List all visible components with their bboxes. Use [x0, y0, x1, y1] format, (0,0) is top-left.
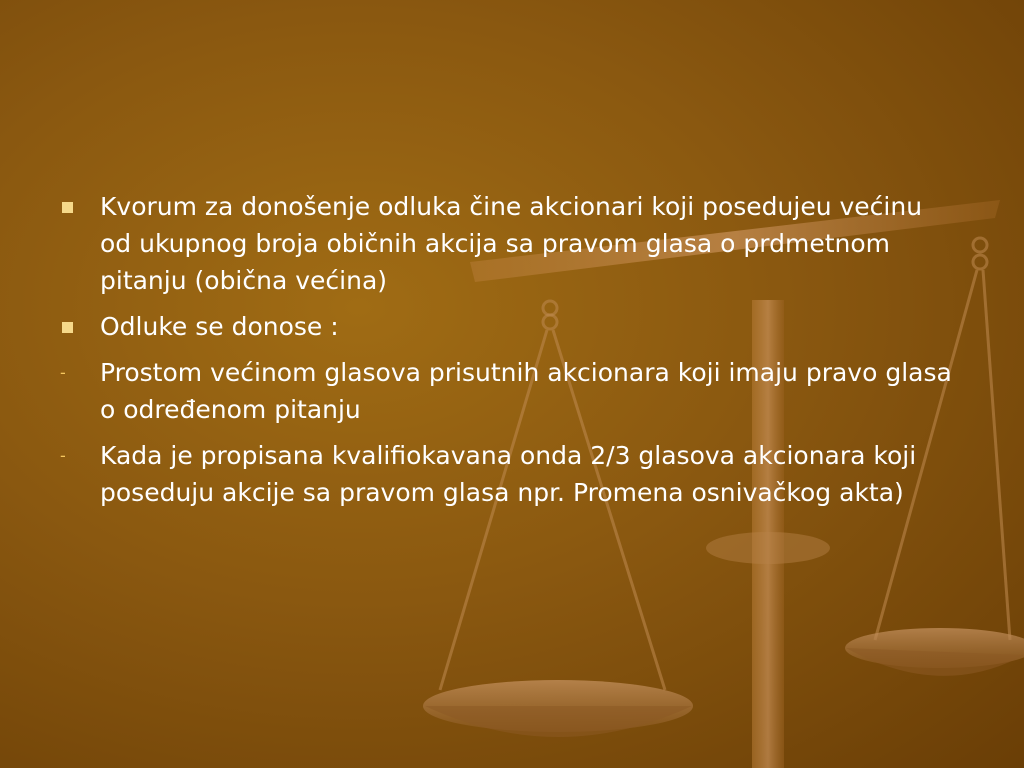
list-item [58, 354, 958, 428]
list-item-text: Odluke se donose : [100, 312, 339, 341]
slide-content [58, 188, 958, 520]
dash-bullet: - [60, 446, 66, 465]
list-item-text: Kvorum za donošenje odluka čine akcionari koji posedujeu većinu od ukupnog broja običnih akcija sa pravom glasa o prdmetnom pitanju (obična većina) [100, 192, 923, 295]
list-item [58, 188, 958, 299]
list-item [58, 437, 958, 511]
list-item-text: Prostom većinom glasova prisutnih akcionara koji imaju pravo glasa o određenom pitanju [100, 358, 952, 424]
list-item-text: Kada je propisana kvalifiokavana onda 2/3 glasova akcionara koji poseduju akcije sa pravom glasa npr. Promena osnivačkog akta) [100, 441, 917, 507]
dash-bullet: - [60, 363, 66, 382]
list-item [58, 308, 958, 345]
